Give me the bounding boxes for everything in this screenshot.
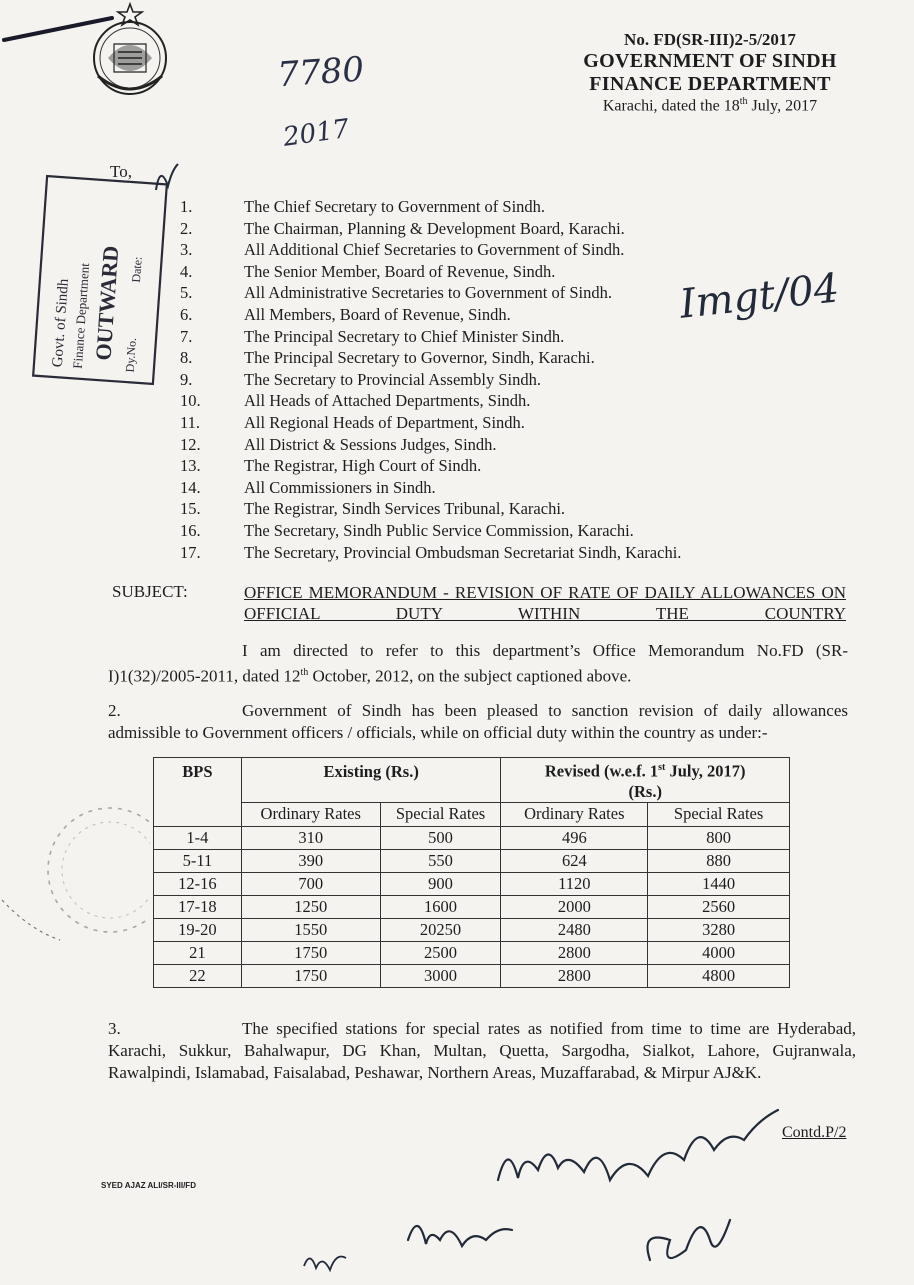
list-item: 16. The Secretary, Sindh Public Service Commission, Karachi. [180, 520, 634, 540]
reference-number: No. FD(SR-III)2-5/2017 [624, 30, 796, 49]
faded-round-stamp [0, 780, 150, 960]
daily-allowance-rates-table [153, 757, 790, 988]
stamp-line-govt: Govt. of Sindh [49, 278, 72, 368]
recipient-list [180, 196, 681, 563]
handwritten-diary-number [272, 50, 382, 170]
subheader-revised-ordinary: Ordinary Rates [501, 802, 648, 826]
subheader-revised-special: Special Rates [648, 802, 790, 826]
list-item: 5. All Administrative Secretaries to Government of Sindh. [180, 283, 612, 303]
outward-stamp [30, 170, 170, 390]
column-header-existing: Existing (Rs.) [241, 758, 501, 803]
column-header-bps: BPS [154, 758, 242, 827]
table-row: 19-20 1550 20250 2480 3280 [154, 918, 790, 941]
continued-note: Contd.P/2 [782, 1124, 847, 1141]
stamp-line-department: Finance Department [69, 262, 93, 370]
typist-reference: SYED AJAZ ALI/SR-III/FD [101, 1181, 196, 1190]
diary-number-text: 7780 [276, 50, 366, 96]
letterhead [560, 30, 860, 115]
list-item: 7. The Principal Secretary to Chief Minister Sindh. [180, 326, 565, 346]
table-row: 22 1750 3000 2800 4800 [154, 964, 790, 987]
list-item: 6. All Members, Board of Revenue, Sindh. [180, 304, 511, 324]
paragraph-2: 2. Government of Sindh has been pleased to sanction revision of daily allowances admissible to Government officers / officials, while on official duty within the country as under:- [108, 701, 848, 742]
paragraph-3: 3. The specified stations for special rates as notified from time to time are Hyderabad, Karachi, Sukkur, Bahalwapur, DG Khan, Multan, Quetta, Sargodha, Sialkot, Lahore, Gujranwala, Rawalpindi, Islamabad, Faisalabad, Peshawar, Northern Areas, Muzaffarabad, & Mirpur AJ&K. [108, 1019, 856, 1082]
table-row: 1-4 310 500 496 800 [154, 826, 790, 849]
list-item: 12. All District & Sessions Judges, Sindh. [180, 434, 497, 454]
list-item: 9. The Secretary to Provincial Assembly Sindh. [180, 369, 541, 389]
column-header-revised: Revised (w.e.f. 1st July, 2017) (Rs.) [501, 758, 790, 803]
list-item: 3. All Additional Chief Secretaries to Government of Sindh. [180, 240, 625, 260]
paragraph-1: I am directed to refer to this department’s Office Memorandum No.FD (SR-I)1(32)/2005-2011, dated 12th October, 2012, on the subject captioned above. [108, 641, 848, 686]
list-item: 14. All Commissioners in Sindh. [180, 477, 436, 497]
stamp-dy-label: Dy.No. [122, 337, 140, 373]
to-label: To, [110, 162, 132, 181]
table-row: 5-11 390 550 624 880 [154, 849, 790, 872]
dated-line: Karachi, dated the 18th July, 2017 [602, 95, 818, 114]
subheader-existing-special: Special Rates [380, 802, 501, 826]
table-row: 21 1750 2500 2800 4000 [154, 941, 790, 964]
list-item: 17. The Secretary, Provincial Ombudsman Secretariat Sindh, Karachi. [180, 542, 682, 562]
government-title: GOVERNMENT OF SINDH [583, 49, 837, 72]
handwritten-initials [630, 1200, 740, 1280]
list-item: 8. The Principal Secretary to Governor, Sindh, Karachi. [180, 348, 595, 368]
handwritten-initials [300, 1244, 350, 1276]
list-item: 2. The Chairman, Planning & Development Board, Karachi. [180, 218, 625, 238]
list-item: 13. The Registrar, High Court of Sindh. [180, 456, 482, 476]
list-item: 10. All Heads of Attached Departments, Sindh. [180, 391, 531, 411]
handwritten-margin-note [676, 252, 846, 342]
subheader-existing-ordinary: Ordinary Rates [241, 802, 380, 826]
department-title: FINANCE DEPARTMENT [589, 72, 831, 95]
subject-label: SUBJECT: [112, 582, 188, 601]
margin-note-text: Imgt/04 [677, 265, 842, 328]
stamp-date-label: Date: [128, 256, 145, 283]
pen-mark [0, 6, 120, 46]
table-row: 12-16 700 900 1120 1440 [154, 872, 790, 895]
list-item: 11. All Regional Heads of Department, Sindh. [180, 412, 525, 432]
handwritten-signature [488, 1100, 788, 1210]
list-item: 4. The Senior Member, Board of Revenue, Sindh. [180, 261, 556, 281]
year-note-text: 2017 [281, 113, 352, 153]
pen-mark [150, 160, 190, 200]
list-item: 15. The Registrar, Sindh Services Tribunal, Karachi. [180, 499, 566, 519]
handwritten-initials [400, 1200, 520, 1270]
list-item: 1. The Chief Secretary to Government of Sindh. [180, 197, 546, 216]
stamp-line-outward: OUTWARD [90, 244, 124, 362]
subject-text: OFFICE MEMORANDUM - REVISION OF RATE OF DAILY ALLOWANCES ON OFFICIAL DUTY WITHIN THE COUNTRY [244, 583, 846, 623]
table-row: 17-18 1250 1600 2000 2560 [154, 895, 790, 918]
